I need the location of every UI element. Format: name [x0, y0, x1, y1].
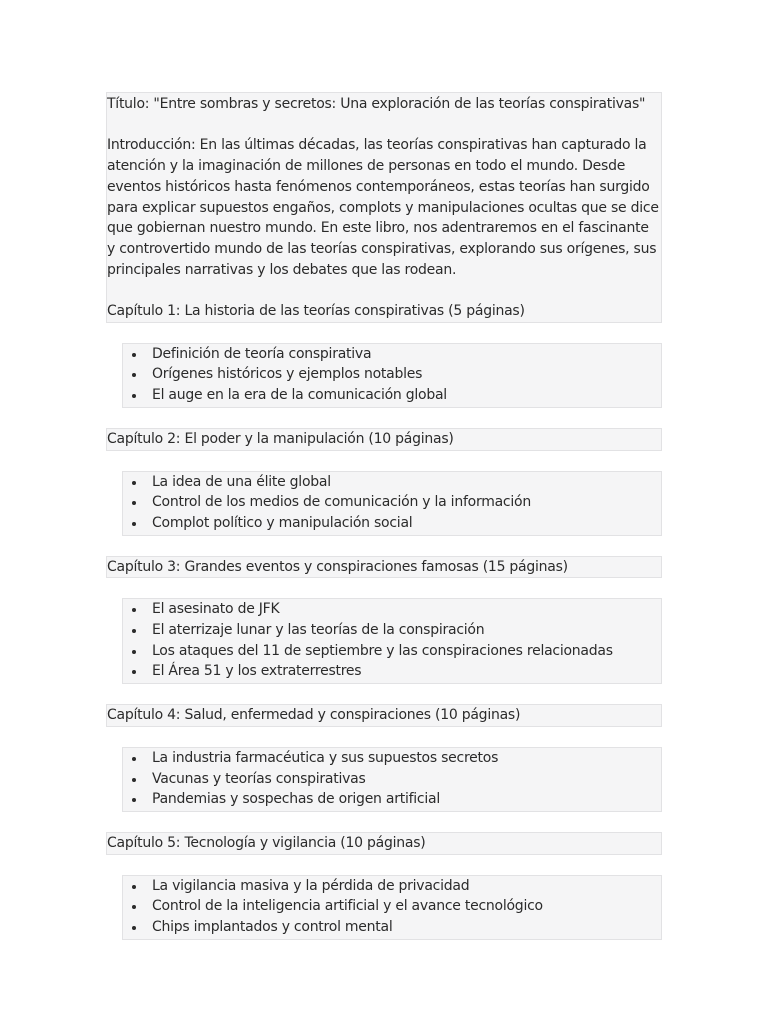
- list-item: Los ataques del 11 de septiembre y las conspiraciones relacionadas: [123, 641, 661, 662]
- list-item: La idea de una élite global: [123, 472, 661, 493]
- intro-block: [106, 92, 662, 323]
- chapter-2-list: [122, 471, 662, 536]
- chapter-heading-1: Capítulo 1: La historia de las teorías conspirativas (5 páginas): [107, 303, 525, 319]
- list-item: La vigilancia masiva y la pérdida de privacidad: [123, 876, 661, 897]
- list-item: El aterrizaje lunar y las teorías de la conspiración: [123, 620, 661, 641]
- list-item: Chips implantados y control mental: [123, 917, 661, 938]
- list-item: El auge en la era de la comunicación global: [123, 385, 661, 406]
- list-item: La industria farmacéutica y sus supuestos secretos: [123, 748, 661, 769]
- list-item: Control de los medios de comunicación y la información: [123, 492, 661, 513]
- list-item: Vacunas y teorías conspirativas: [123, 769, 661, 790]
- list-item: Orígenes históricos y ejemplos notables: [123, 364, 661, 385]
- chapter-heading-2: Capítulo 2: El poder y la manipulación (10 páginas): [106, 428, 662, 451]
- chapter-1-list: [122, 343, 662, 408]
- chapter-heading-5: Capítulo 5: Tecnología y vigilancia (10 páginas): [106, 832, 662, 855]
- list-item: Control de la inteligencia artificial y el avance tecnológico: [123, 896, 661, 917]
- document-page: [106, 92, 662, 940]
- list-item: Complot político y manipulación social: [123, 513, 661, 534]
- chapter-3-list: [122, 598, 662, 684]
- chapter-heading-4: Capítulo 4: Salud, enfermedad y conspiraciones (10 páginas): [106, 704, 662, 727]
- list-item: El Área 51 y los extraterrestres: [123, 661, 661, 682]
- introduction-paragraph: Introducción: En las últimas décadas, las teorías conspirativas han capturado la atención y la imaginación de millones de personas en todo el mundo. Desde eventos históricos hasta fenómenos contemporáneos, estas teorías han surgido para explicar supuestos engaños, complots y manipulaciones ocultas que se dice que gobiernan nuestro mundo. En este libro, nos adentraremos en el fascinante y controvertido mundo de las teorías conspirativas, explorando sus orígenes, sus principales narrativas y los debates que las rodean.: [107, 137, 659, 278]
- chapter-4-list: [122, 747, 662, 812]
- chapter-heading-3: Capítulo 3: Grandes eventos y conspiraciones famosas (15 páginas): [106, 556, 662, 579]
- list-item: Pandemias y sospechas de origen artificial: [123, 789, 661, 810]
- list-item: El asesinato de JFK: [123, 599, 661, 620]
- document-title: Título: "Entre sombras y secretos: Una exploración de las teorías conspirativas": [107, 96, 646, 112]
- list-item: Definición de teoría conspirativa: [123, 344, 661, 365]
- chapter-5-list: [122, 875, 662, 940]
